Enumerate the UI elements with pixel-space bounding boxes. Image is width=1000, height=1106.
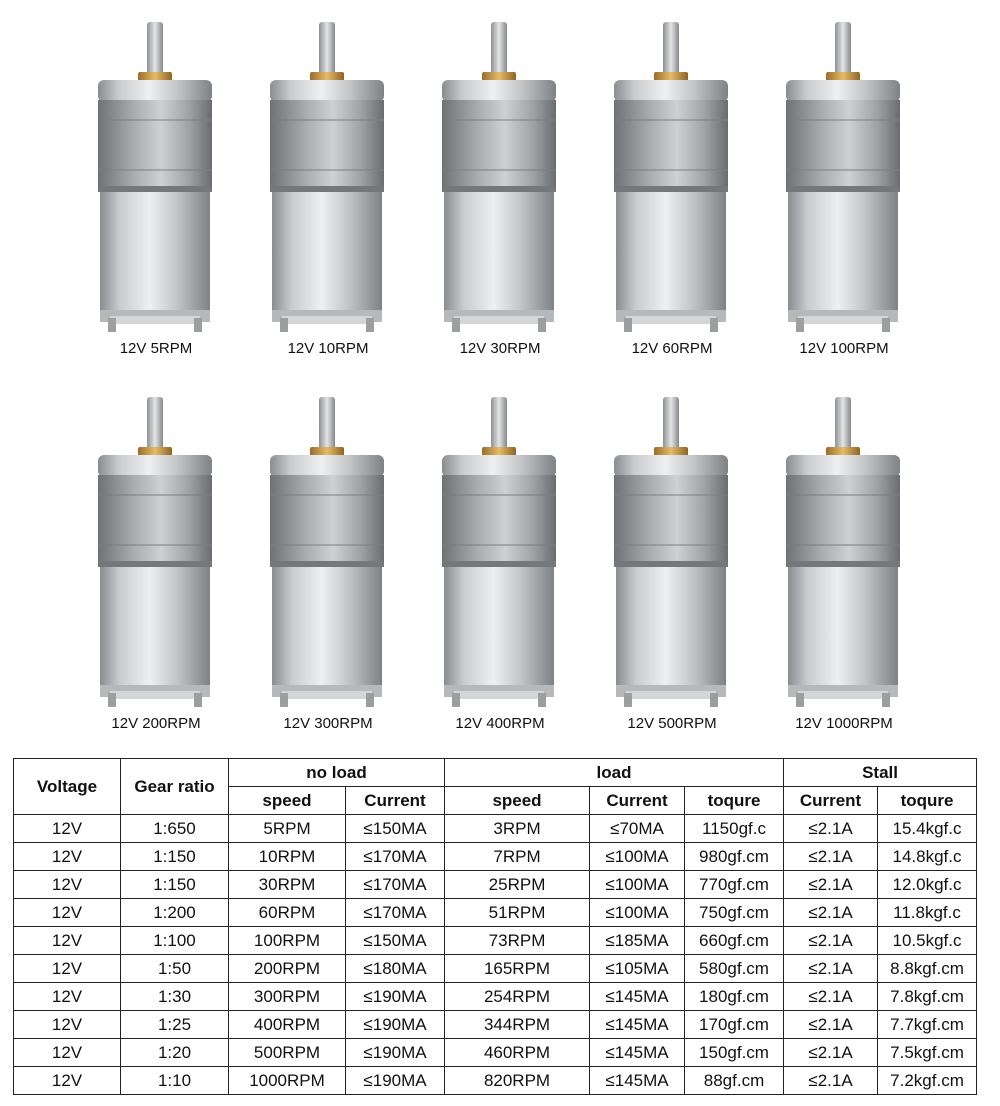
- table-cell: 15.4kgf.c: [878, 815, 977, 843]
- table-cell: 7.7kgf.cm: [878, 1011, 977, 1039]
- table-cell: 750gf.cm: [685, 899, 784, 927]
- table-cell: 1:25: [121, 1011, 229, 1039]
- table-cell: ≤145MA: [590, 983, 685, 1011]
- table-cell: 1:30: [121, 983, 229, 1011]
- table-cell: 1:10: [121, 1067, 229, 1095]
- table-cell: ≤150MA: [346, 927, 445, 955]
- table-cell: 1:50: [121, 955, 229, 983]
- table-cell: 170gf.cm: [685, 1011, 784, 1039]
- table-row: [14, 983, 977, 1011]
- motor-item: [70, 10, 242, 365]
- table-cell: ≤2.1A: [784, 983, 878, 1011]
- header-stall-torque: toqure: [878, 787, 977, 815]
- header-load-speed: speed: [445, 787, 590, 815]
- motor-label: 12V 500RPM: [627, 715, 717, 732]
- header-load-current: Current: [590, 787, 685, 815]
- table-cell: 165RPM: [445, 955, 590, 983]
- table-cell: 12V: [14, 1011, 121, 1039]
- table-cell: ≤145MA: [590, 1039, 685, 1067]
- table-cell: ≤170MA: [346, 871, 445, 899]
- table-cell: ≤2.1A: [784, 1067, 878, 1095]
- table-cell: 12V: [14, 899, 121, 927]
- header-load-torque: toqure: [685, 787, 784, 815]
- table-row: [14, 955, 977, 983]
- table-cell: ≤2.1A: [784, 843, 878, 871]
- table-cell: ≤170MA: [346, 843, 445, 871]
- table-cell: 344RPM: [445, 1011, 590, 1039]
- table-cell: 51RPM: [445, 899, 590, 927]
- table-cell: ≤190MA: [346, 1067, 445, 1095]
- table-cell: 500RPM: [229, 1039, 346, 1067]
- table-cell: 60RPM: [229, 899, 346, 927]
- table-cell: 12V: [14, 927, 121, 955]
- table-cell: 73RPM: [445, 927, 590, 955]
- table-cell: 12V: [14, 1039, 121, 1067]
- motor-label: 12V 1000RPM: [795, 715, 893, 732]
- table-cell: ≤2.1A: [784, 927, 878, 955]
- table-cell: ≤190MA: [346, 1039, 445, 1067]
- table-cell: ≤2.1A: [784, 871, 878, 899]
- table-cell: 7.5kgf.cm: [878, 1039, 977, 1067]
- motor-image: [586, 10, 758, 340]
- table-cell: 300RPM: [229, 983, 346, 1011]
- table-cell: 7.2kgf.cm: [878, 1067, 977, 1095]
- motor-item: [414, 10, 586, 365]
- table-cell: 12V: [14, 983, 121, 1011]
- table-cell: 980gf.cm: [685, 843, 784, 871]
- table-cell: ≤100MA: [590, 843, 685, 871]
- header-load: load: [445, 759, 784, 787]
- motor-label: 12V 5RPM: [119, 340, 193, 357]
- table-cell: 10RPM: [229, 843, 346, 871]
- table-cell: ≤180MA: [346, 955, 445, 983]
- table-cell: ≤150MA: [346, 815, 445, 843]
- table-cell: 11.8kgf.c: [878, 899, 977, 927]
- table-cell: 30RPM: [229, 871, 346, 899]
- table-cell: 180gf.cm: [685, 983, 784, 1011]
- motor-item: [586, 385, 758, 740]
- table-cell: ≤105MA: [590, 955, 685, 983]
- table-cell: 25RPM: [445, 871, 590, 899]
- table-cell: 1:150: [121, 871, 229, 899]
- table-cell: ≤190MA: [346, 1011, 445, 1039]
- table-cell: ≤185MA: [590, 927, 685, 955]
- table-cell: 100RPM: [229, 927, 346, 955]
- header-no-load-current: Current: [346, 787, 445, 815]
- table-row: [14, 1067, 977, 1095]
- table-cell: 460RPM: [445, 1039, 590, 1067]
- motor-item: [70, 385, 242, 740]
- motor-image: [242, 10, 414, 340]
- table-row: [14, 815, 977, 843]
- table-cell: 12V: [14, 815, 121, 843]
- motor-label: 12V 60RPM: [631, 340, 713, 357]
- motor-image: [758, 385, 930, 715]
- table-cell: 254RPM: [445, 983, 590, 1011]
- table-row: [14, 927, 977, 955]
- table-cell: 12.0kgf.c: [878, 871, 977, 899]
- motor-label: 12V 100RPM: [799, 340, 889, 357]
- header-no-load-speed: speed: [229, 787, 346, 815]
- table-header-row: [14, 759, 977, 787]
- table-cell: 12V: [14, 871, 121, 899]
- table-cell: 400RPM: [229, 1011, 346, 1039]
- motor-label: 12V 200RPM: [111, 715, 201, 732]
- table-cell: 14.8kgf.c: [878, 843, 977, 871]
- table-cell: 200RPM: [229, 955, 346, 983]
- table-cell: 7.8kgf.cm: [878, 983, 977, 1011]
- table-cell: ≤100MA: [590, 899, 685, 927]
- motor-item: [414, 385, 586, 740]
- header-stall-current: Current: [784, 787, 878, 815]
- table-row: [14, 899, 977, 927]
- header-stall: Stall: [784, 759, 977, 787]
- table-cell: 7RPM: [445, 843, 590, 871]
- table-cell: 1:20: [121, 1039, 229, 1067]
- table-cell: 12V: [14, 1067, 121, 1095]
- header-voltage: Voltage: [14, 759, 121, 815]
- header-no-load: no load: [229, 759, 445, 787]
- table-cell: 1:150: [121, 843, 229, 871]
- table-cell: ≤100MA: [590, 871, 685, 899]
- motor-item: [242, 385, 414, 740]
- spec-table: [13, 758, 977, 1095]
- table-cell: 150gf.cm: [685, 1039, 784, 1067]
- motor-image: [586, 385, 758, 715]
- motor-item: [758, 10, 930, 365]
- table-row: [14, 871, 977, 899]
- table-cell: 660gf.cm: [685, 927, 784, 955]
- motor-image: [242, 385, 414, 715]
- table-row: [14, 1039, 977, 1067]
- motor-image: [70, 385, 242, 715]
- motor-item: [586, 10, 758, 365]
- table-cell: 5RPM: [229, 815, 346, 843]
- table-cell: 1150gf.c: [685, 815, 784, 843]
- motor-item: [758, 385, 930, 740]
- table-row: [14, 843, 977, 871]
- motor-label: 12V 300RPM: [283, 715, 373, 732]
- motor-item: [242, 10, 414, 365]
- motor-image: [414, 385, 586, 715]
- table-cell: 1:650: [121, 815, 229, 843]
- table-cell: 770gf.cm: [685, 871, 784, 899]
- table-cell: 1:100: [121, 927, 229, 955]
- table-cell: ≤2.1A: [784, 815, 878, 843]
- table-cell: 10.5kgf.c: [878, 927, 977, 955]
- table-cell: ≤190MA: [346, 983, 445, 1011]
- motor-image: [414, 10, 586, 340]
- table-cell: 1000RPM: [229, 1067, 346, 1095]
- motor-image: [70, 10, 242, 340]
- table-cell: 580gf.cm: [685, 955, 784, 983]
- header-gear-ratio: Gear ratio: [121, 759, 229, 815]
- table-cell: 12V: [14, 843, 121, 871]
- table-cell: ≤70MA: [590, 815, 685, 843]
- table-cell: 8.8kgf.cm: [878, 955, 977, 983]
- table-cell: ≤2.1A: [784, 899, 878, 927]
- table-cell: ≤170MA: [346, 899, 445, 927]
- table-cell: ≤2.1A: [784, 955, 878, 983]
- table-cell: ≤145MA: [590, 1067, 685, 1095]
- table-cell: 3RPM: [445, 815, 590, 843]
- table-cell: 12V: [14, 955, 121, 983]
- table-row: [14, 1011, 977, 1039]
- motor-label: 12V 30RPM: [459, 340, 541, 357]
- table-cell: 820RPM: [445, 1067, 590, 1095]
- table-cell: 1:200: [121, 899, 229, 927]
- table-cell: ≤2.1A: [784, 1039, 878, 1067]
- motor-image: [758, 10, 930, 340]
- table-cell: ≤2.1A: [784, 1011, 878, 1039]
- table-cell: 88gf.cm: [685, 1067, 784, 1095]
- motor-label: 12V 400RPM: [455, 715, 545, 732]
- table-cell: ≤145MA: [590, 1011, 685, 1039]
- motor-label: 12V 10RPM: [287, 340, 369, 357]
